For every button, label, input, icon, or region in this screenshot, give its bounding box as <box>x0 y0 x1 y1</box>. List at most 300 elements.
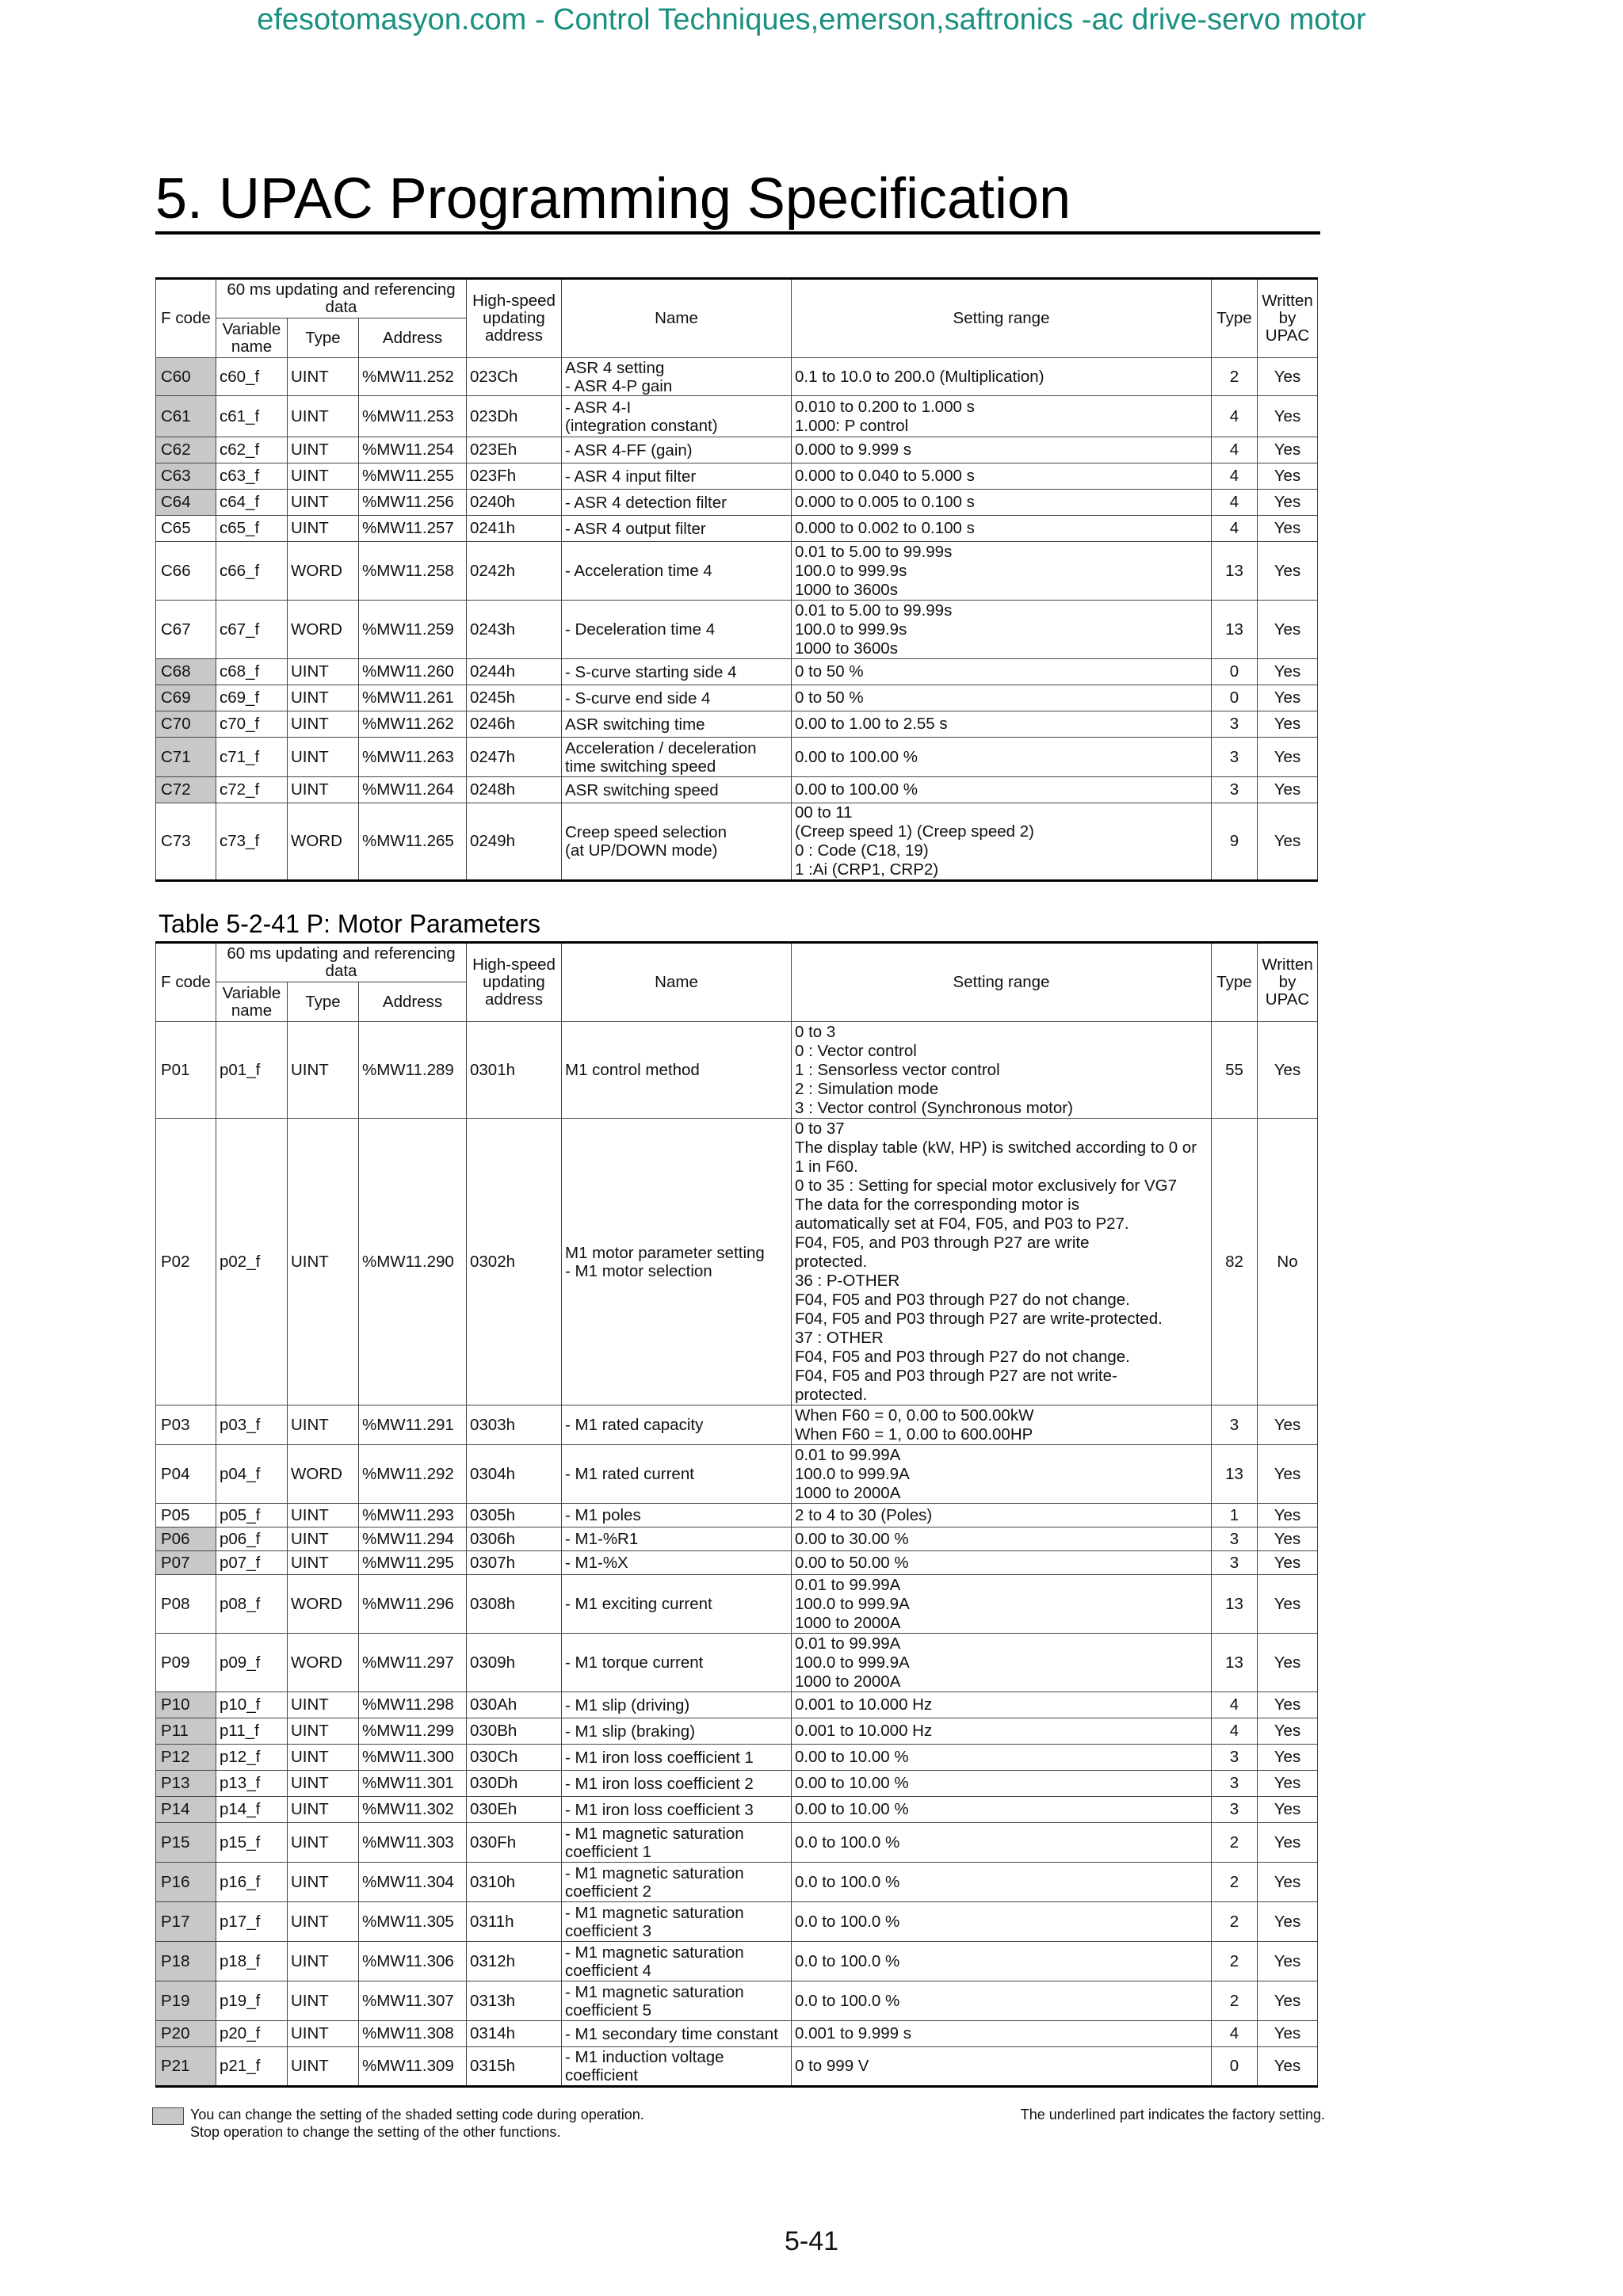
highspeed-address-cell: 0242h <box>467 542 562 601</box>
name-cell: - M1 exciting current <box>562 1575 792 1634</box>
type-cell: UINT <box>288 2047 359 2087</box>
setting-range-cell: 2 to 4 to 30 (Poles) <box>792 1504 1212 1527</box>
variable-name-cell: c62_f <box>216 437 288 463</box>
fcode-cell: P21 <box>156 2047 216 2087</box>
address-cell: %MW11.294 <box>359 1527 467 1551</box>
highspeed-address-cell: 0244h <box>467 659 562 685</box>
type-cell: UINT <box>288 1942 359 1981</box>
name-cell: - S-curve starting side 4 <box>562 659 792 685</box>
highspeed-address-cell: 0302h <box>467 1119 562 1405</box>
written-by-upac-cell: Yes <box>1258 803 1318 881</box>
name-cell: M1 control method <box>562 1022 792 1119</box>
written-by-upac-cell: Yes <box>1258 1981 1318 2021</box>
table-row <box>156 2047 1318 2087</box>
setting-range-cell: 0.001 to 9.999 s <box>792 2021 1212 2047</box>
setting-range-cell: 0.00 to 30.00 % <box>792 1527 1212 1551</box>
fcode-cell: P17 <box>156 1902 216 1942</box>
header-written: Written by UPAC <box>1258 279 1318 358</box>
address-cell: %MW11.292 <box>359 1445 467 1504</box>
setting-range-cell: 0 to 50 % <box>792 685 1212 711</box>
fcode-cell: P05 <box>156 1504 216 1527</box>
type-cell: UINT <box>288 2021 359 2047</box>
name-cell: - M1 magnetic saturation coefficient 4 <box>562 1942 792 1981</box>
table-row <box>156 1902 1318 1942</box>
address-cell: %MW11.252 <box>359 358 467 396</box>
highspeed-address-cell: 0240h <box>467 490 562 516</box>
type-cell: UINT <box>288 1692 359 1718</box>
header-setting: Setting range <box>792 943 1212 1022</box>
fcode-cell: P07 <box>156 1551 216 1575</box>
table-row <box>156 685 1318 711</box>
name-cell: - M1 magnetic saturation coefficient 2 <box>562 1863 792 1902</box>
written-by-upac-cell: Yes <box>1258 1527 1318 1551</box>
variable-name-cell: c73_f <box>216 803 288 881</box>
address-cell: %MW11.290 <box>359 1119 467 1405</box>
table-row <box>156 1504 1318 1527</box>
type-cell: UINT <box>288 1119 359 1405</box>
table-row <box>156 2021 1318 2047</box>
type-code-cell: 13 <box>1212 1634 1258 1692</box>
table-row <box>156 1797 1318 1823</box>
setting-range-cell: 0.00 to 1.00 to 2.55 s <box>792 711 1212 738</box>
variable-name-cell: p03_f <box>216 1405 288 1445</box>
type-code-cell: 3 <box>1212 1551 1258 1575</box>
variable-name-cell: p10_f <box>216 1692 288 1718</box>
header-highspeed: High-speed updating address <box>467 943 562 1022</box>
written-by-upac-cell: Yes <box>1258 1575 1318 1634</box>
shaded-legend-swatch <box>152 2107 184 2125</box>
table-row <box>156 803 1318 881</box>
type-code-cell: 13 <box>1212 1445 1258 1504</box>
type-cell: UINT <box>288 1405 359 1445</box>
header-address: Address <box>359 318 467 358</box>
type-code-cell: 4 <box>1212 1718 1258 1745</box>
type-cell: WORD <box>288 1575 359 1634</box>
type-code-cell: 3 <box>1212 711 1258 738</box>
written-by-upac-cell: Yes <box>1258 2021 1318 2047</box>
type-code-cell: 4 <box>1212 463 1258 490</box>
table-row <box>156 738 1318 777</box>
name-cell: - M1 magnetic saturation coefficient 3 <box>562 1902 792 1942</box>
fcode-cell: P02 <box>156 1119 216 1405</box>
fcode-cell: P16 <box>156 1863 216 1902</box>
type-code-cell: 82 <box>1212 1119 1258 1405</box>
address-cell: %MW11.254 <box>359 437 467 463</box>
type-cell: UINT <box>288 1902 359 1942</box>
highspeed-address-cell: 0301h <box>467 1022 562 1119</box>
highspeed-address-cell: 0248h <box>467 777 562 803</box>
setting-range-cell: 0.1 to 10.0 to 200.0 (Multiplication) <box>792 358 1212 396</box>
motor-parameters-body <box>156 1022 1318 2087</box>
type-cell: UINT <box>288 1022 359 1119</box>
motor-parameters-table <box>155 941 1318 2088</box>
written-by-upac-cell: Yes <box>1258 1942 1318 1981</box>
fcode-cell: P10 <box>156 1692 216 1718</box>
variable-name-cell: p19_f <box>216 1981 288 2021</box>
setting-range-cell: 0.000 to 9.999 s <box>792 437 1212 463</box>
name-cell: M1 motor parameter setting - M1 motor selection <box>562 1119 792 1405</box>
name-cell: - M1-%X <box>562 1551 792 1575</box>
highspeed-address-cell: 0306h <box>467 1527 562 1551</box>
address-cell: %MW11.307 <box>359 1981 467 2021</box>
c-parameters-table <box>155 277 1318 882</box>
highspeed-address-cell: 030Eh <box>467 1797 562 1823</box>
variable-name-cell: c65_f <box>216 516 288 542</box>
address-cell: %MW11.256 <box>359 490 467 516</box>
table-row <box>156 1634 1318 1692</box>
type-code-cell: 2 <box>1212 1823 1258 1863</box>
setting-range-cell: 0.0 to 100.0 % <box>792 1981 1212 2021</box>
address-cell: %MW11.299 <box>359 1718 467 1745</box>
header-setting: Setting range <box>792 279 1212 358</box>
highspeed-address-cell: 030Dh <box>467 1771 562 1797</box>
table-row <box>156 777 1318 803</box>
fcode-cell: C64 <box>156 490 216 516</box>
table-row <box>156 437 1318 463</box>
header-type-code: Type <box>1212 279 1258 358</box>
address-cell: %MW11.258 <box>359 542 467 601</box>
setting-range-cell: 0.00 to 10.00 % <box>792 1745 1212 1771</box>
table-row <box>156 358 1318 396</box>
highspeed-address-cell: 0315h <box>467 2047 562 2087</box>
written-by-upac-cell: Yes <box>1258 1823 1318 1863</box>
highspeed-address-cell: 0307h <box>467 1551 562 1575</box>
fcode-cell: P04 <box>156 1445 216 1504</box>
variable-name-cell: c70_f <box>216 711 288 738</box>
variable-name-cell: c66_f <box>216 542 288 601</box>
fcode-cell: P13 <box>156 1771 216 1797</box>
name-cell: - M1 rated current <box>562 1445 792 1504</box>
variable-name-cell: c67_f <box>216 601 288 659</box>
variable-name-cell: p04_f <box>216 1445 288 1504</box>
table-row <box>156 542 1318 601</box>
name-cell: - M1 magnetic saturation coefficient 1 <box>562 1823 792 1863</box>
variable-name-cell: p13_f <box>216 1771 288 1797</box>
variable-name-cell: p07_f <box>216 1551 288 1575</box>
fcode-cell: P09 <box>156 1634 216 1692</box>
setting-range-cell: 0.01 to 99.99A 100.0 to 999.9A 1000 to 2000A <box>792 1445 1212 1504</box>
address-cell: %MW11.259 <box>359 601 467 659</box>
variable-name-cell: c60_f <box>216 358 288 396</box>
variable-name-cell: p20_f <box>216 2021 288 2047</box>
shaded-note: You can change the setting of the shaded setting code during operation. Stop operation to change the setting of the other functions. <box>190 2107 644 2140</box>
variable-name-cell: p08_f <box>216 1575 288 1634</box>
name-cell: - M1 torque current <box>562 1634 792 1692</box>
fcode-cell: P03 <box>156 1405 216 1445</box>
variable-name-cell: p01_f <box>216 1022 288 1119</box>
name-cell: Acceleration / deceleration time switching speed <box>562 738 792 777</box>
type-cell: UINT <box>288 1527 359 1551</box>
header-type-code: Type <box>1212 943 1258 1022</box>
address-cell: %MW11.262 <box>359 711 467 738</box>
highspeed-address-cell: 023Fh <box>467 463 562 490</box>
header-address: Address <box>359 982 467 1022</box>
fcode-cell: C72 <box>156 777 216 803</box>
name-cell: - ASR 4 output filter <box>562 516 792 542</box>
setting-range-cell: 0.00 to 50.00 % <box>792 1551 1212 1575</box>
fcode-cell: P01 <box>156 1022 216 1119</box>
type-cell: UINT <box>288 711 359 738</box>
header-highspeed: High-speed updating address <box>467 279 562 358</box>
setting-range-cell: 0.00 to 10.00 % <box>792 1797 1212 1823</box>
name-cell: - ASR 4-I (integration constant) <box>562 396 792 437</box>
address-cell: %MW11.302 <box>359 1797 467 1823</box>
type-cell: UINT <box>288 396 359 437</box>
highspeed-address-cell: 030Fh <box>467 1823 562 1863</box>
variable-name-cell: p09_f <box>216 1634 288 1692</box>
setting-range-cell: 0.01 to 5.00 to 99.99s 100.0 to 999.9s 1000 to 3600s <box>792 542 1212 601</box>
setting-range-cell: 0.001 to 10.000 Hz <box>792 1718 1212 1745</box>
variable-name-cell: p05_f <box>216 1504 288 1527</box>
type-code-cell: 4 <box>1212 396 1258 437</box>
highspeed-address-cell: 0305h <box>467 1504 562 1527</box>
type-code-cell: 4 <box>1212 437 1258 463</box>
fcode-cell: C61 <box>156 396 216 437</box>
name-cell: ASR 4 setting - ASR 4-P gain <box>562 358 792 396</box>
written-by-upac-cell: Yes <box>1258 396 1318 437</box>
type-cell: UINT <box>288 1745 359 1771</box>
written-by-upac-cell: Yes <box>1258 1771 1318 1797</box>
variable-name-cell: c72_f <box>216 777 288 803</box>
table-row <box>156 516 1318 542</box>
written-by-upac-cell: Yes <box>1258 685 1318 711</box>
page-number: 5-41 <box>784 2226 839 2256</box>
type-code-cell: 2 <box>1212 358 1258 396</box>
name-cell: - S-curve end side 4 <box>562 685 792 711</box>
type-cell: UINT <box>288 659 359 685</box>
address-cell: %MW11.309 <box>359 2047 467 2087</box>
written-by-upac-cell: Yes <box>1258 1902 1318 1942</box>
type-cell: UINT <box>288 1823 359 1863</box>
written-by-upac-cell: Yes <box>1258 1445 1318 1504</box>
setting-range-cell: 0.0 to 100.0 % <box>792 1863 1212 1902</box>
fcode-cell: P06 <box>156 1527 216 1551</box>
variable-name-cell: p06_f <box>216 1527 288 1551</box>
setting-range-cell: 0.01 to 5.00 to 99.99s 100.0 to 999.9s 1000 to 3600s <box>792 601 1212 659</box>
highspeed-address-cell: 0303h <box>467 1405 562 1445</box>
variable-name-cell: c61_f <box>216 396 288 437</box>
address-cell: %MW11.297 <box>359 1634 467 1692</box>
type-code-cell: 13 <box>1212 542 1258 601</box>
setting-range-cell: 0.001 to 10.000 Hz <box>792 1692 1212 1718</box>
table-row <box>156 1863 1318 1902</box>
variable-name-cell: p16_f <box>216 1863 288 1902</box>
written-by-upac-cell: Yes <box>1258 516 1318 542</box>
written-by-upac-cell: Yes <box>1258 2047 1318 2087</box>
address-cell: %MW11.301 <box>359 1771 467 1797</box>
table-row <box>156 490 1318 516</box>
table-row <box>156 463 1318 490</box>
setting-range-cell: 0.01 to 99.99A 100.0 to 999.9A 1000 to 2000A <box>792 1575 1212 1634</box>
name-cell: - M1-%R1 <box>562 1527 792 1551</box>
variable-name-cell: c68_f <box>216 659 288 685</box>
type-code-cell: 13 <box>1212 601 1258 659</box>
fcode-cell: P20 <box>156 2021 216 2047</box>
written-by-upac-cell: Yes <box>1258 358 1318 396</box>
setting-range-cell: 0.0 to 100.0 % <box>792 1823 1212 1863</box>
written-by-upac-cell: Yes <box>1258 463 1318 490</box>
table-row <box>156 601 1318 659</box>
setting-range-cell: When F60 = 0, 0.00 to 500.00kW When F60 = 1, 0.00 to 600.00HP <box>792 1405 1212 1445</box>
fcode-cell: P11 <box>156 1718 216 1745</box>
variable-name-cell: c63_f <box>216 463 288 490</box>
fcode-cell: C67 <box>156 601 216 659</box>
header-type: Type <box>288 982 359 1022</box>
highspeed-address-cell: 0243h <box>467 601 562 659</box>
written-by-upac-cell: Yes <box>1258 1863 1318 1902</box>
type-code-cell: 4 <box>1212 490 1258 516</box>
type-cell: UINT <box>288 437 359 463</box>
name-cell: - M1 magnetic saturation coefficient 5 <box>562 1981 792 2021</box>
setting-range-cell: 0.00 to 100.00 % <box>792 738 1212 777</box>
address-cell: %MW11.296 <box>359 1575 467 1634</box>
written-by-upac-cell: Yes <box>1258 1634 1318 1692</box>
address-cell: %MW11.257 <box>359 516 467 542</box>
variable-name-cell: p02_f <box>216 1119 288 1405</box>
type-code-cell: 3 <box>1212 1797 1258 1823</box>
highspeed-address-cell: 0246h <box>467 711 562 738</box>
fcode-cell: P12 <box>156 1745 216 1771</box>
name-cell: - Acceleration time 4 <box>562 542 792 601</box>
variable-name-cell: p14_f <box>216 1797 288 1823</box>
setting-range-cell: 0.000 to 0.002 to 0.100 s <box>792 516 1212 542</box>
fcode-cell: P15 <box>156 1823 216 1863</box>
fcode-cell: C62 <box>156 437 216 463</box>
c-parameters-body <box>156 358 1318 881</box>
variable-name-cell: p21_f <box>216 2047 288 2087</box>
type-code-cell: 3 <box>1212 777 1258 803</box>
setting-range-cell: 00 to 11 (Creep speed 1) (Creep speed 2) 0 : Code (C18, 19) 1 :Ai (CRP1, CRP2) <box>792 803 1212 881</box>
name-cell: Creep speed selection (at UP/DOWN mode) <box>562 803 792 881</box>
written-by-upac-cell: Yes <box>1258 601 1318 659</box>
address-cell: %MW11.308 <box>359 2021 467 2047</box>
name-cell: - Deceleration time 4 <box>562 601 792 659</box>
written-by-upac-cell: Yes <box>1258 437 1318 463</box>
type-cell: WORD <box>288 1445 359 1504</box>
name-cell: - M1 rated capacity <box>562 1405 792 1445</box>
address-cell: %MW11.293 <box>359 1504 467 1527</box>
type-code-cell: 0 <box>1212 659 1258 685</box>
type-cell: UINT <box>288 1981 359 2021</box>
type-code-cell: 2 <box>1212 1981 1258 2021</box>
type-cell: UINT <box>288 1551 359 1575</box>
header-fcode: F code <box>156 279 216 358</box>
name-cell: - M1 poles <box>562 1504 792 1527</box>
fcode-cell: C70 <box>156 711 216 738</box>
address-cell: %MW11.295 <box>359 1551 467 1575</box>
highspeed-address-cell: 030Ah <box>467 1692 562 1718</box>
table-row <box>156 659 1318 685</box>
address-cell: %MW11.298 <box>359 1692 467 1718</box>
type-cell: WORD <box>288 803 359 881</box>
type-cell: UINT <box>288 1504 359 1527</box>
setting-range-cell: 0.00 to 100.00 % <box>792 777 1212 803</box>
type-code-cell: 2 <box>1212 1863 1258 1902</box>
variable-name-cell: p18_f <box>216 1942 288 1981</box>
written-by-upac-cell: Yes <box>1258 1797 1318 1823</box>
name-cell: - M1 slip (braking) <box>562 1718 792 1745</box>
type-code-cell: 0 <box>1212 685 1258 711</box>
written-by-upac-cell: Yes <box>1258 1692 1318 1718</box>
type-cell: UINT <box>288 358 359 396</box>
written-by-upac-cell: Yes <box>1258 1551 1318 1575</box>
address-cell: %MW11.264 <box>359 777 467 803</box>
watermark: efesotomasyon.com - Control Techniques,emerson,saftronics -ac drive-servo motor <box>257 3 1366 36</box>
address-cell: %MW11.263 <box>359 738 467 777</box>
type-code-cell: 55 <box>1212 1022 1258 1119</box>
header-type: Type <box>288 318 359 358</box>
address-cell: %MW11.265 <box>359 803 467 881</box>
table-row <box>156 1022 1318 1119</box>
address-cell: %MW11.291 <box>359 1405 467 1445</box>
address-cell: %MW11.261 <box>359 685 467 711</box>
fcode-cell: P19 <box>156 1981 216 2021</box>
type-cell: UINT <box>288 516 359 542</box>
type-code-cell: 2 <box>1212 1902 1258 1942</box>
written-by-upac-cell: No <box>1258 1119 1318 1405</box>
fcode-cell: C69 <box>156 685 216 711</box>
name-cell: - M1 induction voltage coefficient <box>562 2047 792 2087</box>
address-cell: %MW11.255 <box>359 463 467 490</box>
address-cell: %MW11.305 <box>359 1902 467 1942</box>
highspeed-address-cell: 023Dh <box>467 396 562 437</box>
name-cell: ASR switching speed <box>562 777 792 803</box>
type-code-cell: 3 <box>1212 1405 1258 1445</box>
variable-name-cell: p11_f <box>216 1718 288 1745</box>
table-row <box>156 1575 1318 1634</box>
type-cell: UINT <box>288 463 359 490</box>
highspeed-address-cell: 023Eh <box>467 437 562 463</box>
type-code-cell: 3 <box>1212 1745 1258 1771</box>
header-name: Name <box>562 279 792 358</box>
variable-name-cell: c69_f <box>216 685 288 711</box>
name-cell: - ASR 4-FF (gain) <box>562 437 792 463</box>
type-code-cell: 13 <box>1212 1575 1258 1634</box>
setting-range-cell: 0 to 50 % <box>792 659 1212 685</box>
type-cell: UINT <box>288 777 359 803</box>
written-by-upac-cell: Yes <box>1258 490 1318 516</box>
type-cell: UINT <box>288 1718 359 1745</box>
table-row <box>156 1119 1318 1405</box>
highspeed-address-cell: 0312h <box>467 1942 562 1981</box>
fcode-cell: C66 <box>156 542 216 601</box>
header-varname: Variable name <box>216 982 288 1022</box>
name-cell: - M1 slip (driving) <box>562 1692 792 1718</box>
setting-range-cell: 0 to 37 The display table (kW, HP) is switched according to 0 or 1 in F60. 0 to 35 : Setting for special motor exclusively for VG7 The data for the corresponding motor is automatically set at F04, F05, and P03 to P27. F04, F05, and P03 through P27 are write protected. 36 : P-OTHER F04, F05 and P03 through P27 do not change. F04, F05 and P03 through P27 are write-protected. 37 : OTHER F04, F05 and P03 through P27 do not change. F04, F05 and P03 through P27 are not write- protected. <box>792 1119 1212 1405</box>
written-by-upac-cell: Yes <box>1258 542 1318 601</box>
variable-name-cell: p17_f <box>216 1902 288 1942</box>
title-rule <box>155 231 1320 235</box>
table-row <box>156 1745 1318 1771</box>
address-cell: %MW11.303 <box>359 1823 467 1863</box>
fcode-cell: C60 <box>156 358 216 396</box>
written-by-upac-cell: Yes <box>1258 1745 1318 1771</box>
variable-name-cell: p12_f <box>216 1745 288 1771</box>
variable-name-cell: c71_f <box>216 738 288 777</box>
type-cell: UINT <box>288 1797 359 1823</box>
type-code-cell: 0 <box>1212 2047 1258 2087</box>
setting-range-cell: 0.010 to 0.200 to 1.000 s 1.000: P control <box>792 396 1212 437</box>
highspeed-address-cell: 0309h <box>467 1634 562 1692</box>
type-cell: UINT <box>288 1771 359 1797</box>
type-cell: UINT <box>288 685 359 711</box>
setting-range-cell: 0.00 to 10.00 % <box>792 1771 1212 1797</box>
highspeed-address-cell: 0308h <box>467 1575 562 1634</box>
type-code-cell: 3 <box>1212 1771 1258 1797</box>
fcode-cell: C68 <box>156 659 216 685</box>
highspeed-address-cell: 0304h <box>467 1445 562 1504</box>
table-row <box>156 1405 1318 1445</box>
